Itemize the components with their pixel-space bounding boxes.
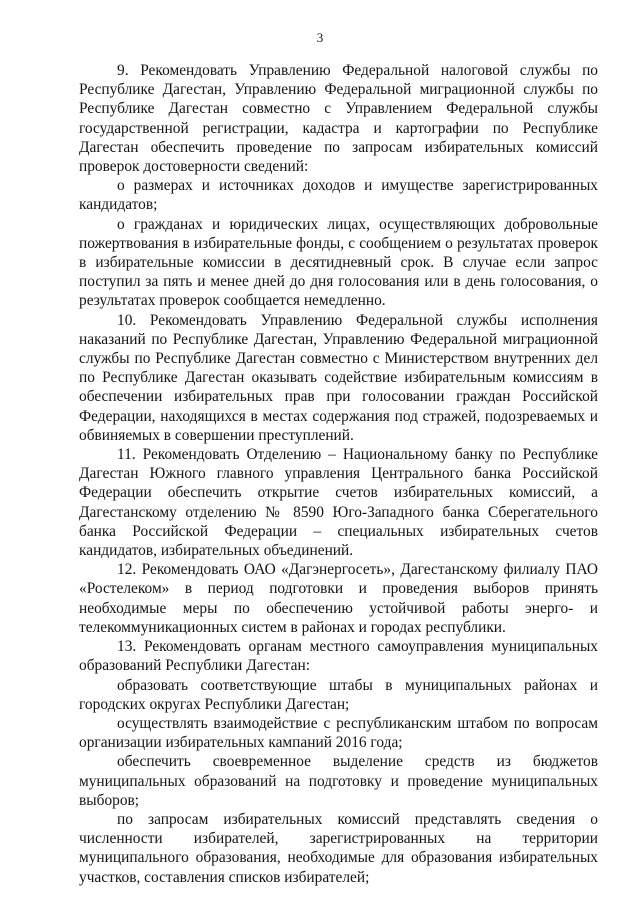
paragraph-13-item-funding: обеспечить своевременное выделение средств из бюджетов муниципальных образований на подготовку и проведение муниципальных выборов; [79, 753, 598, 809]
paragraph-13: 13. Рекомендовать органам местного самоуправления муниципальных образований Республики Дагестан: [79, 638, 598, 675]
page-number: 3 [316, 30, 324, 45]
paragraph-9-item-income: о размерах и источниках доходов и имуществе зарегистрированных кандидатов; [79, 177, 598, 214]
paragraph-13-item-headquarters: образовать соответствующие штабы в муниципальных районах и городских округах Республики Дагестан; [79, 676, 598, 713]
paragraph-11: 11. Рекомендовать Отделению – Национальному банку по Республике Дагестан Южного главного управления Центрального банка Российской Федерации обеспечить открытие счетов избирательных комиссий, а Дагестанскому отделению № 8590 Юго-Западного банка Сберегательного банка Российской Федерации – специальных избирательных счетов кандидатов, избирательных объединений. [79, 446, 598, 560]
paragraph-13-item-interaction: осуществлять взаимодействие с республиканским штабом по вопросам организации избирательных кампаний 2016 года; [79, 714, 598, 752]
paragraph-9-item-donations: о гражданах и юридических лицах, осуществляющих добровольные пожертвования в избирательные фонды, с сообщением о результатах проверок в избирательные комиссии в десятидневный срок. В случае если запрос поступил за пять и менее дней до дня голосования или в день голосования, о результатах проверок сообщается немедленно. [79, 215, 598, 310]
paragraph-9: 9. Рекомендовать Управлению Федеральной налоговой службы по Республике Дагестан, Управлению Федеральной миграционной службы по Республике Дагестан совместно с Управлением Федеральной службы государственной регистрации, кадастра и картографии по Республике Дагестан обеспечить проведение по запросам избирательных комиссий проверок достоверности сведений: [79, 62, 598, 176]
document-body [79, 61, 598, 887]
paragraph-12: 12. Рекомендовать ОАО «Дагэнергосеть», Дагестанскому филиалу ПАО «Ростелеком» в период подготовки и проведения выборов принять необходимые меры по обеспечению устойчивой работы энерго- и телекоммуникационных систем в районах и городах республики. [79, 561, 598, 636]
paragraph-13-item-voter-data: по запросам избирательных комиссий представлять сведения о численности избирателей, зарегистрированных на территории муниципального образования, необходимые для образования избирательных участков, составления списков избирателей; [79, 810, 598, 886]
paragraph-10: 10. Рекомендовать Управлению Федеральной службы исполнения наказаний по Республике Дагестан, Управлению Федеральной миграционной службы по Республике Дагестан совместно с Министерством внутренних дел по Республике Дагестан оказывать содействие избирательным комиссиям в обеспечении избирательных прав при голосовании граждан Российской Федерации, находящихся в местах содержания под стражей, подозреваемых и обвиняемых в совершении преступлений. [79, 311, 598, 444]
